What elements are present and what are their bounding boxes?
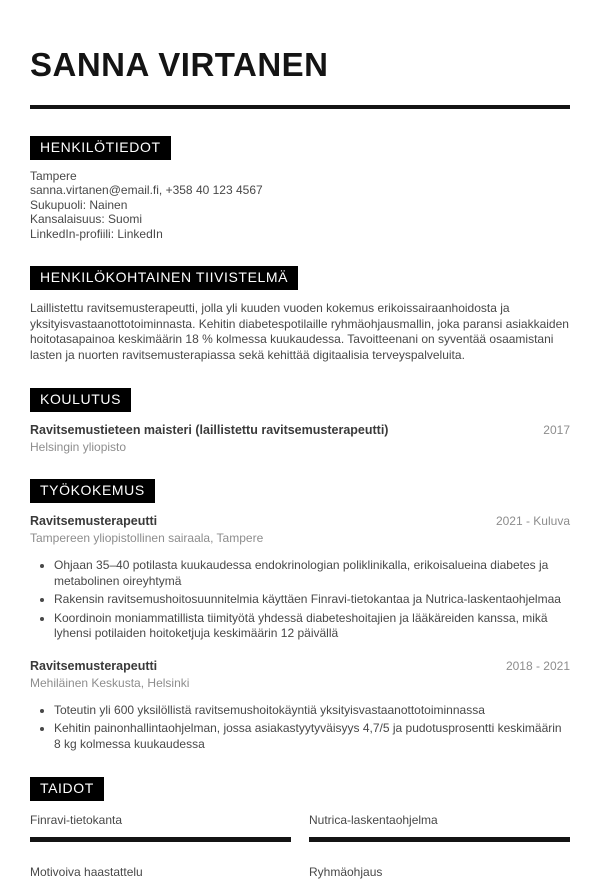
section-education — [30, 388, 570, 454]
contact-line-gender: Sukupuoli: Nainen — [30, 197, 128, 212]
education-entry-header — [30, 423, 570, 437]
education-school: Helsingin yliopisto — [30, 440, 127, 455]
job-bullet-list — [30, 558, 570, 642]
header-divider — [30, 105, 570, 109]
job-entry — [30, 659, 570, 753]
education-entry — [30, 423, 570, 454]
education-heading: KOULUTUS — [30, 388, 131, 412]
education-date: 2017 — [543, 423, 570, 438]
job-date: 2018 - 2021 — [505, 658, 570, 673]
job-bullet: • Ohjaan 35–40 potilasta kuukaudessa endokrinologian poliklinikalla, erikoisalueina diabetes ja metabolinen oireyhtymä — [54, 558, 570, 589]
job-bullet: • Kehitin painonhallintaohjelman, jossa asiakastyytyväisyys 4,7/5 ja pudotusprosentti keskimäärin 8 kg kolmessa kuukaudessa — [54, 721, 570, 752]
personal-info-heading: HENKILÖTIEDOT — [30, 136, 171, 160]
skill-item — [30, 813, 291, 842]
job-entry — [30, 514, 570, 642]
skill-item — [30, 865, 291, 879]
section-summary — [30, 266, 570, 363]
job-entry-header — [30, 514, 570, 528]
job-company: Mehiläinen Keskusta, Helsinki — [30, 675, 190, 690]
contact-line-nationality: Kansalaisuus: Suomi — [30, 212, 143, 227]
candidate-name: SANNA VIRTANEN — [30, 46, 329, 83]
job-date: 2021 - Kuluva — [495, 514, 570, 529]
skill-label: Finravi-tietokanta — [30, 813, 123, 828]
contact-line-email-phone: sanna.virtanen@email.fi, +358 40 123 4567 — [30, 183, 263, 198]
summary-heading: HENKILÖKOHTAINEN TIIVISTELMÄ — [30, 266, 298, 290]
skills-grid — [30, 813, 570, 879]
job-title: Ravitsemusterapeutti — [30, 514, 158, 529]
job-bullet-list — [30, 703, 570, 753]
job-entry-header — [30, 659, 570, 673]
job-bullet: • Koordinoin moniammatillista tiimityötä yhdessä diabeteshoitajien ja lääkäreiden kanssa, mikä lyhensi potilaiden hoitoketjuja keskimäärin 12 päivällä — [54, 611, 570, 642]
skill-label: Motivoiva haastattelu — [30, 865, 143, 879]
section-personal-info — [30, 136, 570, 242]
contact-line-location: Tampere — [30, 168, 77, 183]
job-bullet: • Rakensin ravitsemushoitosuunnitelmia käyttäen Finravi-tietokantaa ja Nutrica-laskentaohjelmaa — [54, 592, 570, 608]
skill-item — [309, 865, 570, 879]
skill-underline-bar — [30, 837, 291, 842]
section-experience — [30, 479, 570, 752]
skills-heading: TAIDOT — [30, 777, 104, 801]
skill-label: Ryhmäohjaus — [309, 865, 383, 879]
summary-text: Laillistettu ravitsemusterapeutti, jolla yli kuuden vuoden kokemus erikoissairaanhoidosta ja yksityisvastaanottotoiminnasta. Kehitin diabetespotilaille ryhmäohjausmallin, joka paransi asiakkaiden hoitotasapainoa keskimäärin 18 % kolmessa kuukaudessa. Tavoitteenani on syventää osaamistani lasten ja nuorten ravitsemusterapiassa sekä kehittää digitaalisia terveyspalveluita. — [30, 301, 569, 362]
skill-underline-bar — [309, 837, 570, 842]
education-degree: Ravitsemustieteen maisteri (laillistettu ravitsemusterapeutti) — [30, 423, 389, 438]
job-bullet: • Toteutin yli 600 yksilöllistä ravitsemushoitokäyntiä yksityisvastaanottotoiminnassa — [54, 703, 570, 719]
section-skills — [30, 777, 570, 879]
skill-item — [309, 813, 570, 842]
job-title: Ravitsemusterapeutti — [30, 658, 158, 673]
skill-label: Nutrica-laskentaohjelma — [309, 813, 438, 828]
contact-block — [30, 169, 570, 242]
contact-line-linkedin: LinkedIn-profiili: LinkedIn — [30, 226, 163, 241]
job-company: Tampereen yliopistollinen sairaala, Tampere — [30, 531, 264, 546]
experience-heading: TYÖKOKEMUS — [30, 479, 155, 503]
